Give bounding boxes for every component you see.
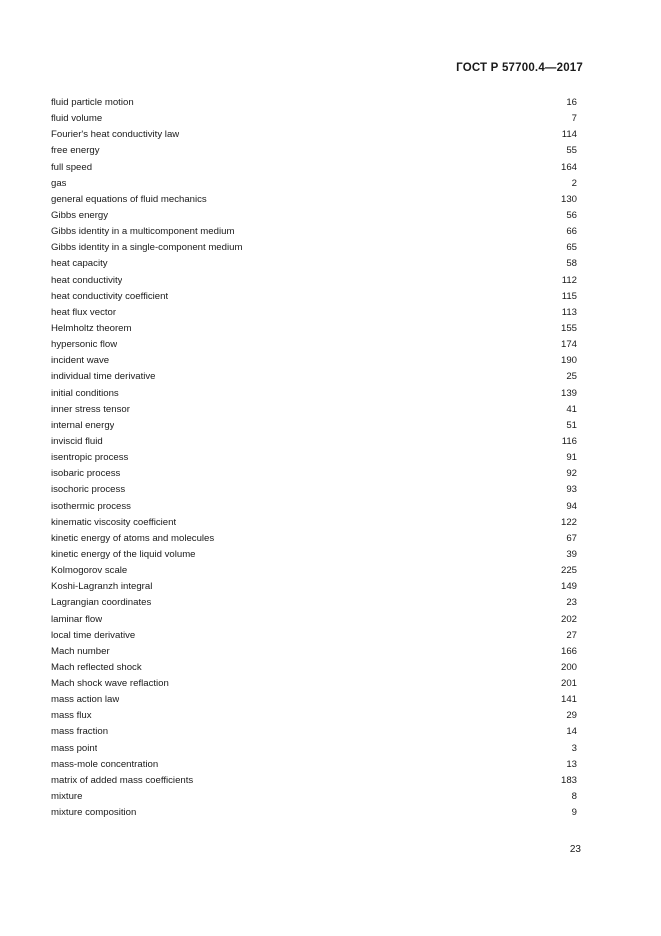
index-page-number: 41 <box>566 403 577 415</box>
index-page-number: 94 <box>566 500 577 512</box>
index-page-number: 155 <box>560 322 577 334</box>
index-page-number: 202 <box>560 613 577 625</box>
index-page-number: 190 <box>560 355 577 367</box>
index-entry <box>51 160 577 176</box>
index-page-number: 8 <box>571 791 577 803</box>
index-entry <box>51 789 577 805</box>
index-entry <box>51 708 577 724</box>
index-entry <box>51 482 577 498</box>
index-page-number: 116 <box>561 435 577 447</box>
index-term: full speed <box>51 161 93 173</box>
index-page-number: 93 <box>566 484 577 496</box>
index-term: incident wave <box>51 355 110 367</box>
index-term: internal energy <box>51 419 115 431</box>
index-page-number: 200 <box>560 661 577 673</box>
index-page-number: 51 <box>566 419 577 431</box>
index-page-number: 65 <box>566 242 577 254</box>
index-entry <box>51 450 577 466</box>
index-page-number: 149 <box>560 581 577 593</box>
index-page-number: 225 <box>560 565 577 577</box>
index-page-number: 201 <box>560 678 577 690</box>
index-term: initial conditions <box>51 387 119 399</box>
index-entry <box>51 692 577 708</box>
index-term: matrix of added mass coefficients <box>51 774 194 786</box>
index-page-number: 112 <box>561 274 577 286</box>
index-term: kinetic energy of the liquid volume <box>51 548 196 560</box>
index-entry <box>51 208 577 224</box>
index-page-number: 27 <box>566 629 577 641</box>
index-entry <box>51 805 577 821</box>
index-page-number: 3 <box>571 742 577 754</box>
index-page-number: 29 <box>566 710 577 722</box>
index-entry <box>51 773 577 789</box>
index-entry <box>51 547 577 563</box>
index-entry <box>51 757 577 773</box>
index-term: Helmholtz theorem <box>51 322 132 334</box>
index-entry <box>51 612 577 628</box>
index-entry <box>51 676 577 692</box>
index-entry <box>51 515 577 531</box>
index-term: mass flux <box>51 710 92 722</box>
index-term: Lagrangian coordinates <box>51 597 152 609</box>
index-page-number: 141 <box>560 694 577 706</box>
index-term: kinematic viscosity coefficient <box>51 516 177 528</box>
index-page-number: 113 <box>561 306 577 318</box>
index-page-number: 183 <box>560 774 577 786</box>
index-entry <box>51 466 577 482</box>
index-page-number: 14 <box>566 726 577 738</box>
index-term: mixture <box>51 791 83 803</box>
index-page-number: 16 <box>566 97 577 108</box>
index-entry <box>51 660 577 676</box>
index-page-number: 166 <box>560 645 577 657</box>
index-page-number: 23 <box>566 597 577 609</box>
index-term: mass action law <box>51 694 120 706</box>
index-term: mass fraction <box>51 726 109 738</box>
index-page-number: 139 <box>560 387 577 399</box>
index-entry <box>51 337 577 353</box>
index-term: local time derivative <box>51 629 136 641</box>
index-entry <box>51 273 577 289</box>
index-term: Gibbs identity in a multicomponent medium <box>51 226 235 238</box>
index-term: heat conductivity coefficient <box>51 290 169 302</box>
index-page-number: 55 <box>566 145 577 157</box>
index-entry <box>51 402 577 418</box>
index-entry <box>51 143 577 159</box>
index-entry <box>51 353 577 369</box>
index-term: kinetic energy of atoms and molecules <box>51 532 215 544</box>
index-term: Gibbs identity in a single-component medium <box>51 242 243 254</box>
index-page-number: 39 <box>566 548 577 560</box>
index-entry <box>51 644 577 660</box>
page-number: 23 <box>569 844 581 855</box>
index-page-number: 114 <box>561 129 577 141</box>
index-term: mixture composition <box>51 807 137 819</box>
index-page-number: 164 <box>560 161 577 173</box>
index-page-number: 91 <box>566 452 577 464</box>
index-term: isochoric process <box>51 484 126 496</box>
index-page-number: 25 <box>566 371 577 383</box>
index-entry <box>51 127 577 143</box>
index-term: Mach shock wave reflaction <box>51 678 169 690</box>
index-page-number: 130 <box>560 193 577 205</box>
index-term: Mach reflected shock <box>51 661 142 673</box>
index-page-number: 115 <box>561 290 577 302</box>
document-standard-code: ГОСТ Р 57700.4—2017 <box>456 62 583 74</box>
index-term: Gibbs energy <box>51 209 109 221</box>
index-term: inviscid fluid <box>51 435 103 447</box>
index-page-number: 13 <box>566 758 577 770</box>
index-term: laminar flow <box>51 613 103 625</box>
index-term: Mach number <box>51 645 110 657</box>
index-entry <box>51 499 577 515</box>
index-entry <box>51 369 577 385</box>
index-entry <box>51 386 577 402</box>
index-entry <box>51 305 577 321</box>
index-term: free energy <box>51 145 100 157</box>
index-term: Fourier's heat conductivity law <box>51 129 180 141</box>
index-term: Koshi-Lagranzh integral <box>51 581 153 593</box>
index-term: fluid volume <box>51 113 103 125</box>
index-term: mass-mole concentration <box>51 758 159 770</box>
index-entry <box>51 95 577 111</box>
index-term: hypersonic flow <box>51 339 118 351</box>
index-entry <box>51 176 577 192</box>
index-entry <box>51 531 577 547</box>
index-term: isothermic process <box>51 500 131 512</box>
index-term: gas <box>51 177 67 189</box>
index-term: inner stress tensor <box>51 403 130 415</box>
index-term: heat capacity <box>51 258 108 270</box>
index-entry <box>51 724 577 740</box>
index-term: general equations of fluid mechanics <box>51 193 207 205</box>
index-page-number: 66 <box>566 226 577 238</box>
index-page-number: 122 <box>560 516 577 528</box>
index-entry <box>51 192 577 208</box>
index-entry <box>51 321 577 337</box>
index-term: isobaric process <box>51 468 121 480</box>
index-entry <box>51 111 577 127</box>
index-entry <box>51 289 577 305</box>
index-term: isentropic process <box>51 452 129 464</box>
index-page-number: 7 <box>571 113 577 125</box>
index-page-number: 2 <box>571 177 577 189</box>
index-entry <box>51 628 577 644</box>
index-entry <box>51 434 577 450</box>
index-entry <box>51 579 577 595</box>
alphabetical-index <box>51 95 577 821</box>
index-term: individual time derivative <box>51 371 156 383</box>
index-page-number: 92 <box>566 468 577 480</box>
index-entry <box>51 563 577 579</box>
index-page-number: 174 <box>560 339 577 351</box>
index-term: fluid particle motion <box>51 97 134 108</box>
index-entry <box>51 595 577 611</box>
index-entry <box>51 741 577 757</box>
index-page-number: 67 <box>566 532 577 544</box>
index-entry <box>51 256 577 272</box>
index-term: Kolmogorov scale <box>51 565 128 577</box>
index-page-number: 56 <box>566 209 577 221</box>
index-page-number: 58 <box>566 258 577 270</box>
index-entry <box>51 418 577 434</box>
index-term: heat flux vector <box>51 306 117 318</box>
index-term: mass point <box>51 742 98 754</box>
index-entry <box>51 224 577 240</box>
index-entry <box>51 240 577 256</box>
index-page-number: 9 <box>571 807 577 819</box>
index-term: heat conductivity <box>51 274 123 286</box>
